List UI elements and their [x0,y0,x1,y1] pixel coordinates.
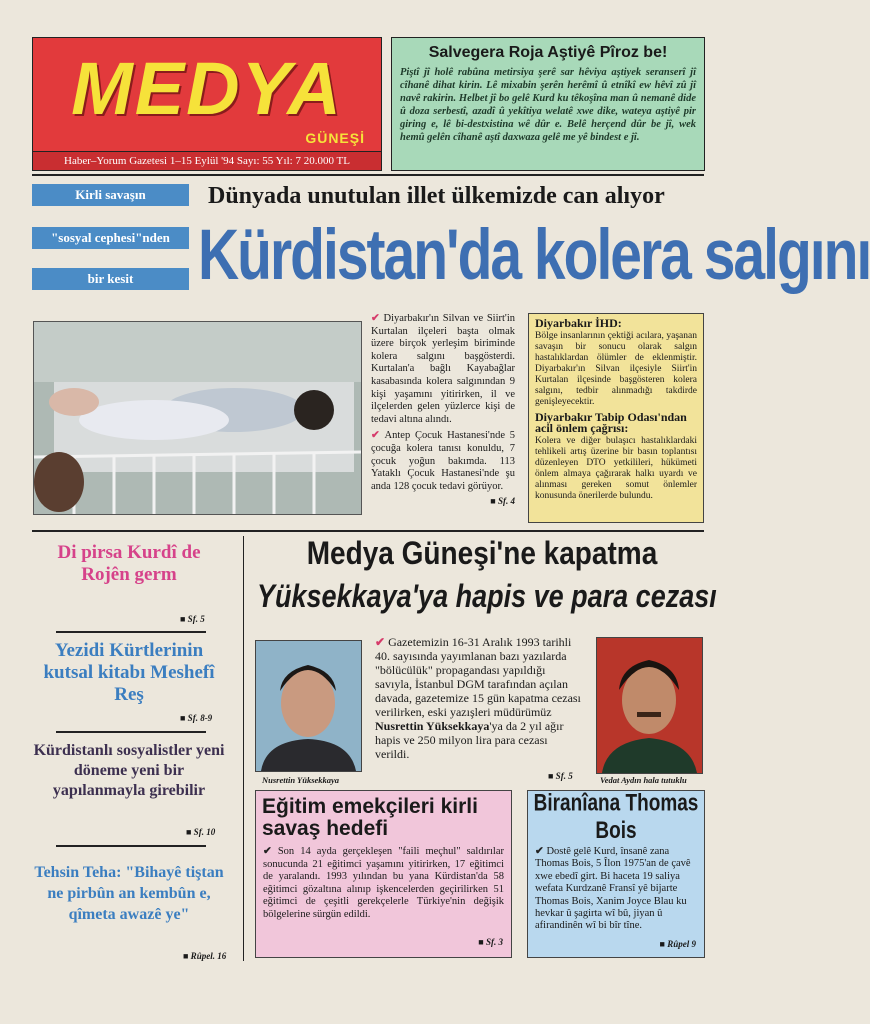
top-announcement-box [391,37,705,171]
check-icon: ✔ [371,430,385,442]
left-story-1-ref: ■ Sf. 5 [180,614,205,624]
kicker-tag-3: bir kesit [32,268,189,290]
check-icon: ✔ [263,846,278,857]
caption-left: Nusrettin Yüksekkaya [262,775,340,785]
check-icon: ✔ [371,313,384,324]
divider [56,731,206,733]
lead-page-ref: ■ Sf. 4 [490,496,515,507]
lead-paragraph-2: ✔ Antep Çocuk Hastanesi'nde 5 çocuğa kolera tanısı konuldu, 7 çocuk yoğun bakımda. 113 Yataklı Çocuk Hastanesi'nde şu anda 128 çocuk tedavi görüyor. [371,430,515,492]
bois-box [527,790,705,958]
kicker-tag-2: "sosyal cephesi"nden [32,227,189,249]
logo-subtitle: GÜNEŞİ [305,130,365,146]
lead-paragraph-1: ✔ Diyarbakır'ın Silvan ve Siirt'in Kurtalan ilçeleri başta olmak üzere birçok yerleşim biriminde kolera salgını başgösterdi. Kurtalan'a bağlı Kayabağlar kasabasında kolera salgınından 9 kişi yaşamını yitirirken, il ve ilçelerden gelen yüzlerce kişi de tedavi altına alındı. [371,313,515,425]
dto-title: Diyarbakır Tabip Odası'ndan acil önlem çağrısı: [535,410,687,435]
second-headline-2: Yüksekkaya'ya hapis ve para cezası [257,578,717,614]
second-body: ✔ Gazetemizin 16-31 Aralık 1993 tarihli 40. sayısında yayımlanan bazı yazılarda "bölücülük" propagandası yapıldığı savıyla, İstanbul DGM tarafından açılan davada, gazetemize 15 gün kapatma cezası verilirken, eski yazışleri müdürümüz Nusrettin Yüksekkaya'ya da 2 yıl ağır hapis ve 250 milyon lira para cezası verildi. [375,635,581,761]
caption-right: Vedat Aydın hala tutuklu [600,775,687,785]
person-photo [256,641,361,771]
divider [56,845,206,847]
person-photo [597,638,702,773]
column-divider [243,536,244,961]
egitim-body: ✔ Son 14 ayda gerçekleşen "faili meçhul" saldırılar sonucunda 21 eğitimci yaşamını yitirirken, 17 eğitimci de yaralandı. 1993 yılından bu yana Kürdistan'da 58 eğitimci gözaltına alınıp işkencelerden geçirilirken 51 eğitimci de çeşitli gerekçelerle Türkiye'nin değişik bölgelerine sürgün edildi. [263,846,504,920]
egitim-title: Eğitim emekçileri kirli savaş hedefi [262,795,478,840]
check-icon: ✔ [535,846,547,857]
portrait-yuksekkaya [255,640,362,772]
left-story-1: Di pirsa Kurdî de Rojên germ [57,542,201,585]
issue-info: Haber–Yorum Gazetesi 1–15 Eylül '94 Sayı: 55 Yıl: 7 20.000 TL [33,151,381,170]
dto-body: Kolera ve diğer bulaşıcı hastalıklardaki tehlikeli artış üzerine bir basın toplantısı düzenleyen DTO yetkilileri, hükümeti önlem almaya çağırarak halkı uyardı ve alınması gereken somut önlemler konusunda önerilerde bulundu. [535,436,697,501]
hospital-child-photo [34,322,361,514]
kicker-tag-1: Kirli savaşın [32,184,189,206]
bois-body: ✔ Dostê gelê Kurd, însanê zana Thomas Bois, 5 Îlon 1975'an de çavê xwe ebedî girt. Bi haceta 19 saliya wefata Kurdzanê Fransî yê bijarte Thomas Bois, Xanim Joyce Blau ku hevkar û şagirta wî bû, jiyan û afirandinên wî bi bîr tîne. [535,846,691,932]
second-headline-1: Medya Güneşi'ne kapatma [306,535,658,571]
masthead [32,37,382,171]
lead-photo [33,321,362,515]
left-story-3: Kürdistanlı sosyalistler yeni döneme yeni bir yapılanmayla girebilir [33,742,225,799]
announcement-body: Piştî jî holê rabûna metirsiya şerê sar hêviya aştiyek seranserî jî cîhanê dihat kirin. Lê mixabin şerên herêmî û etnîkî ew hêvî zû jî navê rakirin. Helbet jî bo gelê Kurd ku têkoşîna man û nemanê dide û doza serbestî, azadî û yekîtiya welatê xwe dike, wateya aştiyê pir giring e, lê bi-destxistina wê dûr e. Belê herçend dûr be jî, wek hemû gelên cîhanê aştî daxwaza gelê me yê bindest e jî. [400,67,696,143]
announcement-title: Salvegera Roja Aştiyê Pîroz be! [428,44,668,61]
left-story-4: Tehsin Teha: "Bihayê tiştan ne pirbûn an kembûn e, qîmeta awazê ye" [34,864,224,923]
newspaper-logo: MEDYA [71,47,343,130]
portrait-aydin [596,637,703,774]
divider [32,174,704,176]
divider [56,631,206,633]
bois-page-ref: ■ Rûpel 9 [659,939,696,949]
left-story-2-ref: ■ Sf. 8-9 [180,713,213,723]
lead-headline: Kürdistan'da kolera salgını [198,215,870,296]
ihd-box [528,313,704,523]
ihd-title: Diyarbakır İHD: [535,316,622,330]
left-story-4-ref: ■ Rûpel. 16 [183,951,227,961]
check-icon: ✔ [375,635,389,649]
egitim-page-ref: ■ Sf. 3 [478,937,503,947]
lead-subheadline: Dünyada unutulan illet ülkemizde can alıyor [208,183,665,209]
ihd-body: Bölge insanlarının çektiği acılara, yaşanan savaşın bir sonucu olarak salgın hastalıklardan ölümler de eklenmiştir. Diyarbakır'ın Silvan ilçesiyle Siirt'in Kurtalan ilçesinde başgösteren kolera salgını, tedbir alınmadığı takdirde genişleyecektir. [535,331,697,407]
bois-title: Biranîana Thomas Bois [533,790,699,845]
left-story-3-ref: ■ Sf. 10 [186,827,216,837]
divider [32,530,704,532]
lead-body [371,313,515,508]
left-story-2: Yezidi Kürtlerinin kutsal kitabı Meshefî Reş [43,640,215,705]
second-page-ref: ■ Sf. 5 [548,771,573,781]
egitim-box [255,790,512,958]
